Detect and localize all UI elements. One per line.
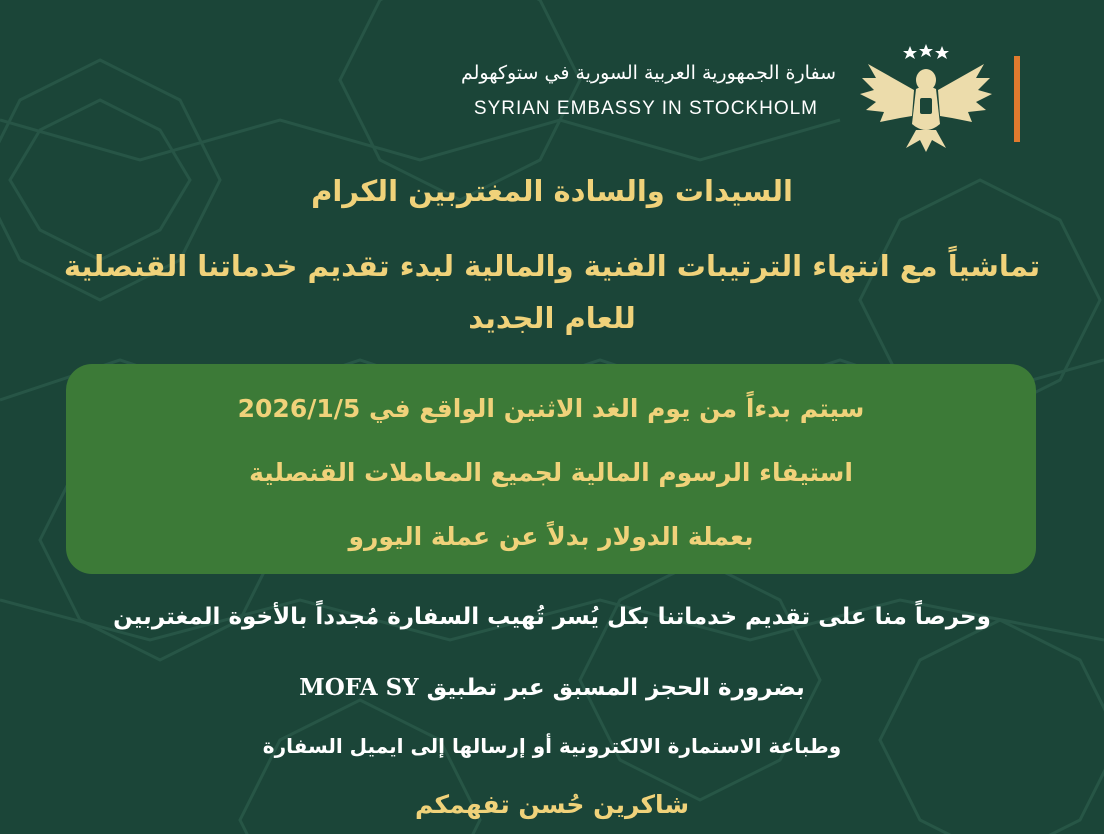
body-line-1: وحرصاً منا على تقديم خدماتنا بكل يُسر تُهيب السفارة مُجدداً بالأخوة المغتربين [113, 604, 991, 630]
embassy-name-english: SYRIAN EMBASSY IN STOCKHOLM [473, 98, 818, 119]
embassy-header [0, 44, 1104, 154]
eagle-emblem-icon [858, 44, 994, 154]
intro-line-2: للعام الجديد [468, 301, 636, 335]
body-line-3: وطباعة الاستمارة الالكترونية أو إرسالها إلى ايميل السفارة [262, 734, 842, 758]
closing-thanks: شاكرين حُسن تفهمكم [414, 790, 690, 819]
notice-line-3: بعملة الدولار بدلاً عن عملة اليورو [348, 522, 754, 551]
salutation-heading: السيدات والسادة المغتربين الكرام [311, 174, 793, 208]
notice-box [66, 364, 1036, 574]
notice-line-2: استيفاء الرسوم المالية لجميع المعاملات القنصلية [249, 458, 853, 487]
header-accent-bar [1014, 56, 1020, 142]
intro-line-1: تماشياً مع انتهاء الترتيبات الفنية والمالية لبدء تقديم خدماتنا القنصلية [63, 249, 1041, 283]
app-name: MOFA SY [299, 674, 419, 701]
intro-paragraph [30, 240, 1074, 344]
booking-instruction: بضرورة الحجز المسبق عبر تطبيق [426, 675, 805, 701]
notice-line-1: سيتم بدءاً من يوم الغد الاثنين الواقع في 2026/1/5 [237, 394, 865, 423]
embassy-name-arabic: سفارة الجمهورية العربية السورية في ستوكهولم [460, 62, 836, 84]
body-line-2 [0, 674, 1104, 701]
